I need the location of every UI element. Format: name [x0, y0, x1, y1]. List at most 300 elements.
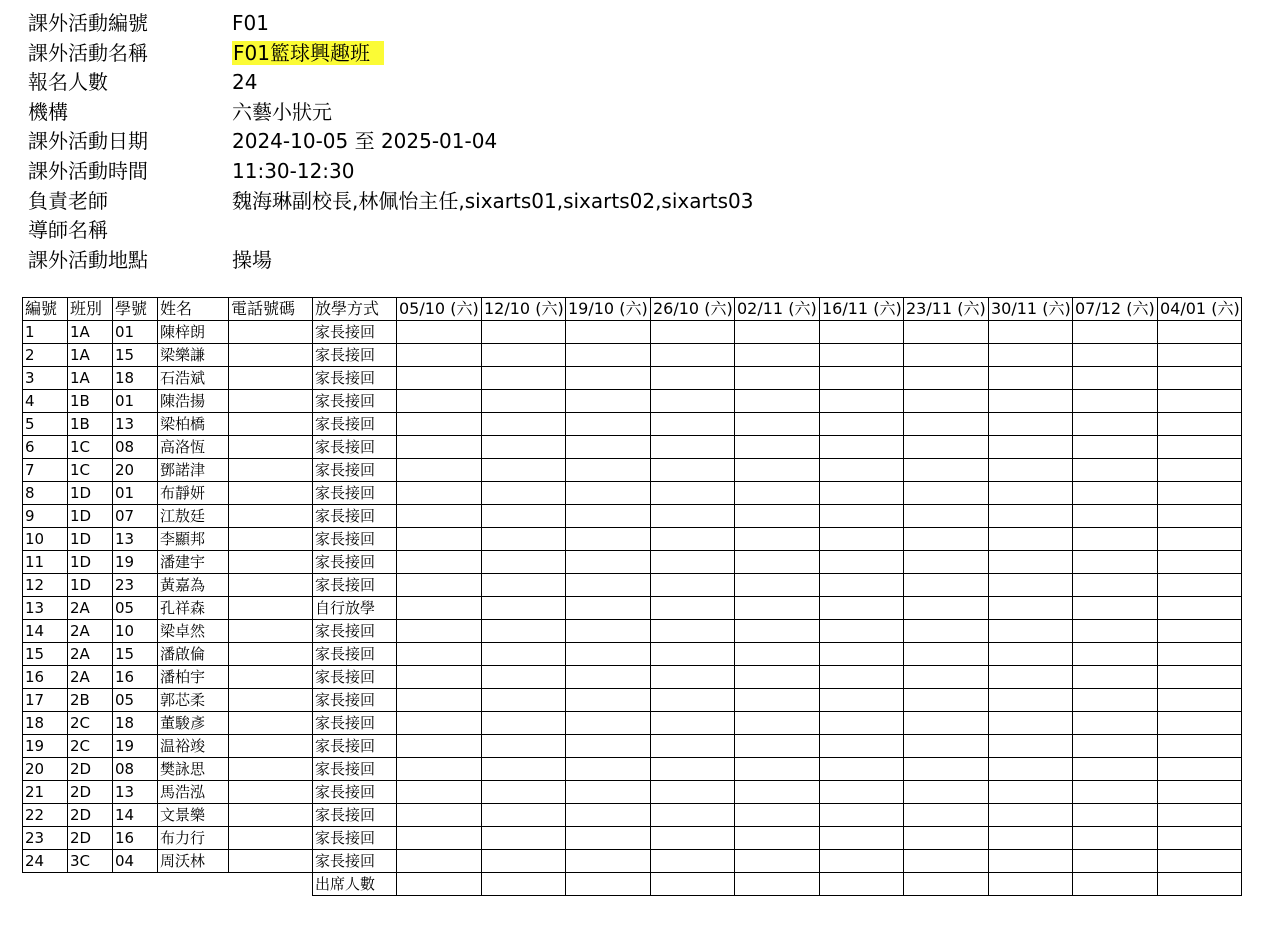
- table-cell: 樊詠思: [158, 758, 229, 781]
- table-row: [23, 482, 1242, 505]
- table-cell: 江敖廷: [158, 505, 229, 528]
- table-row: [23, 390, 1242, 413]
- table-cell: [1158, 758, 1242, 781]
- table-cell: [820, 459, 904, 482]
- table-cell: [735, 827, 820, 850]
- table-cell: 鄧諾津: [158, 459, 229, 482]
- table-cell: [1073, 436, 1158, 459]
- table-cell: [904, 689, 989, 712]
- table-cell: [735, 758, 820, 781]
- info-label: 課外活動地點: [28, 247, 148, 272]
- table-cell: [904, 666, 989, 689]
- table-cell: 家長接回: [313, 827, 397, 850]
- table-cell: [1158, 528, 1242, 551]
- table-cell: [989, 689, 1073, 712]
- table-cell: [229, 528, 313, 551]
- table-cell: [1073, 597, 1158, 620]
- table-cell: [651, 367, 735, 390]
- table-cell: [566, 574, 651, 597]
- table-cell: 18: [113, 367, 158, 390]
- table-cell: 陳浩揚: [158, 390, 229, 413]
- table-cell: [482, 344, 566, 367]
- table-cell: [566, 528, 651, 551]
- table-cell: [229, 505, 313, 528]
- table-cell: [566, 689, 651, 712]
- table-cell: 家長接回: [313, 620, 397, 643]
- table-cell: [482, 390, 566, 413]
- table-cell: [229, 574, 313, 597]
- table-cell: [1158, 505, 1242, 528]
- table-cell: 6: [23, 436, 68, 459]
- table-cell: [1073, 528, 1158, 551]
- info-value-text: 11:30-12:30: [232, 158, 355, 183]
- table-cell: 2D: [68, 827, 113, 850]
- table-cell: [482, 804, 566, 827]
- table-cell: [735, 551, 820, 574]
- table-cell: [397, 574, 482, 597]
- table-cell: [651, 620, 735, 643]
- table-cell: [482, 321, 566, 344]
- empty-cell: [229, 873, 313, 896]
- table-cell: [989, 459, 1073, 482]
- table-cell: [1158, 413, 1242, 436]
- table-cell: 16: [113, 827, 158, 850]
- table-cell: 梁柏橋: [158, 413, 229, 436]
- table-cell: [904, 459, 989, 482]
- empty-cell: [23, 873, 68, 896]
- info-label: 機構: [28, 99, 68, 124]
- table-cell: [397, 482, 482, 505]
- table-cell: [651, 689, 735, 712]
- table-cell: [651, 528, 735, 551]
- table-cell: [566, 459, 651, 482]
- table-cell: [482, 367, 566, 390]
- table-cell: 陳梓朗: [158, 321, 229, 344]
- table-cell: [989, 643, 1073, 666]
- table-cell: 21: [23, 781, 68, 804]
- attendance-count-cell: [651, 873, 735, 896]
- table-cell: [735, 344, 820, 367]
- table-cell: [1073, 344, 1158, 367]
- table-cell: 23: [23, 827, 68, 850]
- column-header: 班別: [68, 298, 113, 321]
- table-cell: 家長接回: [313, 413, 397, 436]
- table-cell: [651, 712, 735, 735]
- table-cell: [904, 551, 989, 574]
- table-cell: [651, 413, 735, 436]
- table-cell: 黃嘉為: [158, 574, 229, 597]
- table-cell: [1073, 850, 1158, 873]
- table-cell: [229, 367, 313, 390]
- table-cell: 2B: [68, 689, 113, 712]
- table-cell: [566, 781, 651, 804]
- table-cell: [1073, 827, 1158, 850]
- table-cell: [989, 735, 1073, 758]
- table-cell: [1073, 781, 1158, 804]
- table-cell: [566, 758, 651, 781]
- table-row: [23, 344, 1242, 367]
- table-cell: 潘建宇: [158, 551, 229, 574]
- table-cell: [651, 850, 735, 873]
- table-cell: [397, 597, 482, 620]
- table-cell: [482, 850, 566, 873]
- table-cell: 3: [23, 367, 68, 390]
- table-cell: 1A: [68, 344, 113, 367]
- table-cell: [229, 804, 313, 827]
- table-cell: [989, 827, 1073, 850]
- table-cell: 潘啟倫: [158, 643, 229, 666]
- table-cell: [1158, 482, 1242, 505]
- info-label: 課外活動日期: [28, 129, 148, 154]
- table-cell: [735, 436, 820, 459]
- table-cell: 1B: [68, 413, 113, 436]
- table-cell: [820, 436, 904, 459]
- table-row: [23, 689, 1242, 712]
- attendance-count-cell: [1158, 873, 1242, 896]
- table-cell: 1D: [68, 505, 113, 528]
- table-cell: [229, 712, 313, 735]
- table-cell: 潘柏宇: [158, 666, 229, 689]
- table-cell: [397, 459, 482, 482]
- table-row: [23, 528, 1242, 551]
- column-header: 04/01 (六): [1158, 298, 1242, 321]
- table-cell: 2D: [68, 804, 113, 827]
- table-cell: 梁卓然: [158, 620, 229, 643]
- table-cell: [820, 781, 904, 804]
- table-cell: [904, 321, 989, 344]
- table-cell: [904, 804, 989, 827]
- table-cell: [651, 735, 735, 758]
- table-cell: [820, 827, 904, 850]
- table-cell: [735, 620, 820, 643]
- table-cell: 19: [23, 735, 68, 758]
- table-cell: [989, 367, 1073, 390]
- info-value-text: 2024-10-05 至 2025-01-04: [232, 129, 498, 154]
- table-cell: [1073, 505, 1158, 528]
- info-value: [232, 9, 269, 39]
- table-cell: [397, 712, 482, 735]
- table-cell: 01: [113, 482, 158, 505]
- table-cell: 14: [23, 620, 68, 643]
- table-cell: [735, 643, 820, 666]
- column-header: 30/11 (六): [989, 298, 1073, 321]
- table-cell: [229, 597, 313, 620]
- table-cell: [904, 436, 989, 459]
- table-cell: [735, 459, 820, 482]
- table-cell: [989, 574, 1073, 597]
- table-row: [23, 321, 1242, 344]
- table-cell: [989, 781, 1073, 804]
- table-cell: 8: [23, 482, 68, 505]
- table-cell: [1158, 781, 1242, 804]
- table-cell: 1D: [68, 528, 113, 551]
- table-cell: [820, 413, 904, 436]
- table-cell: 家長接回: [313, 689, 397, 712]
- table-cell: [1158, 436, 1242, 459]
- table-header-row: [23, 298, 1242, 321]
- table-cell: [397, 735, 482, 758]
- table-cell: [820, 689, 904, 712]
- table-cell: [397, 758, 482, 781]
- attendance-count-row: [23, 873, 1242, 896]
- table-cell: [1158, 827, 1242, 850]
- info-label: 課外活動時間: [28, 158, 148, 183]
- table-cell: [229, 850, 313, 873]
- table-cell: 2A: [68, 597, 113, 620]
- table-cell: [482, 528, 566, 551]
- table-cell: 17: [23, 689, 68, 712]
- column-header: 05/10 (六): [397, 298, 482, 321]
- table-cell: [397, 551, 482, 574]
- table-cell: [651, 804, 735, 827]
- table-row: [23, 551, 1242, 574]
- table-cell: [735, 850, 820, 873]
- table-cell: [735, 804, 820, 827]
- table-cell: [1073, 459, 1158, 482]
- table-cell: [1073, 804, 1158, 827]
- table-cell: 2D: [68, 758, 113, 781]
- table-cell: 孔祥森: [158, 597, 229, 620]
- table-cell: [229, 390, 313, 413]
- table-cell: 22: [23, 804, 68, 827]
- table-cell: [989, 551, 1073, 574]
- table-cell: 李顯邦: [158, 528, 229, 551]
- table-cell: [397, 390, 482, 413]
- table-cell: 13: [113, 781, 158, 804]
- table-cell: [1158, 666, 1242, 689]
- table-cell: [397, 804, 482, 827]
- table-cell: [566, 712, 651, 735]
- table-cell: 家長接回: [313, 574, 397, 597]
- table-cell: [1073, 321, 1158, 344]
- table-cell: [566, 666, 651, 689]
- empty-cell: [158, 873, 229, 896]
- table-cell: [651, 781, 735, 804]
- table-cell: [735, 528, 820, 551]
- table-cell: 01: [113, 321, 158, 344]
- table-cell: [904, 781, 989, 804]
- table-cell: [735, 482, 820, 505]
- info-value-text: 操場: [232, 247, 272, 272]
- table-cell: [904, 505, 989, 528]
- table-cell: [820, 597, 904, 620]
- table-cell: [651, 551, 735, 574]
- table-cell: [482, 597, 566, 620]
- table-cell: [820, 735, 904, 758]
- table-row: [23, 413, 1242, 436]
- table-cell: [1073, 643, 1158, 666]
- table-cell: [1073, 367, 1158, 390]
- table-cell: 温裕竣: [158, 735, 229, 758]
- info-value: [232, 39, 384, 69]
- table-cell: 2A: [68, 620, 113, 643]
- table-cell: [904, 827, 989, 850]
- table-cell: [1073, 620, 1158, 643]
- table-cell: [1073, 666, 1158, 689]
- table-cell: [651, 597, 735, 620]
- table-cell: [229, 643, 313, 666]
- table-row: [23, 505, 1242, 528]
- table-cell: [566, 505, 651, 528]
- table-cell: 家長接回: [313, 505, 397, 528]
- table-cell: 布靜妍: [158, 482, 229, 505]
- table-cell: [1158, 390, 1242, 413]
- info-label: 課外活動名稱: [28, 40, 148, 65]
- info-value: [232, 68, 257, 98]
- table-cell: 01: [113, 390, 158, 413]
- table-cell: [482, 712, 566, 735]
- table-cell: [651, 390, 735, 413]
- table-cell: [735, 390, 820, 413]
- table-cell: [482, 505, 566, 528]
- table-cell: 16: [23, 666, 68, 689]
- table-cell: 家長接回: [313, 436, 397, 459]
- table-cell: 家長接回: [313, 758, 397, 781]
- table-cell: 家長接回: [313, 459, 397, 482]
- highlighted-activity-name: F01籃球興趣班: [232, 41, 384, 65]
- column-header: 23/11 (六): [904, 298, 989, 321]
- table-cell: [651, 505, 735, 528]
- table-cell: [820, 804, 904, 827]
- table-cell: [1158, 804, 1242, 827]
- table-cell: [397, 827, 482, 850]
- table-cell: [735, 505, 820, 528]
- table-cell: 15: [113, 643, 158, 666]
- table-cell: [566, 620, 651, 643]
- table-cell: [229, 551, 313, 574]
- attendance-count-cell: [989, 873, 1073, 896]
- table-cell: [229, 321, 313, 344]
- table-cell: 7: [23, 459, 68, 482]
- attendance-count-cell: [735, 873, 820, 896]
- table-cell: [904, 712, 989, 735]
- empty-cell: [113, 873, 158, 896]
- table-cell: [482, 620, 566, 643]
- table-cell: 梁樂謙: [158, 344, 229, 367]
- table-cell: [397, 321, 482, 344]
- table-cell: [229, 620, 313, 643]
- table-cell: 1A: [68, 321, 113, 344]
- info-label: 導師名稱: [28, 218, 108, 243]
- table-cell: [651, 643, 735, 666]
- table-cell: [482, 758, 566, 781]
- table-row: [23, 804, 1242, 827]
- table-cell: 家長接回: [313, 804, 397, 827]
- table-cell: [1158, 643, 1242, 666]
- column-header: 02/11 (六): [735, 298, 820, 321]
- table-cell: [989, 804, 1073, 827]
- info-label: 負責老師: [28, 188, 108, 213]
- table-cell: [904, 413, 989, 436]
- table-cell: [566, 413, 651, 436]
- table-cell: 自行放學: [313, 597, 397, 620]
- info-value-text: 24: [232, 70, 258, 95]
- table-cell: 家長接回: [313, 551, 397, 574]
- table-cell: [566, 344, 651, 367]
- table-cell: [989, 321, 1073, 344]
- table-cell: [1158, 367, 1242, 390]
- table-cell: 16: [113, 666, 158, 689]
- table-cell: [735, 689, 820, 712]
- table-cell: 1D: [68, 482, 113, 505]
- column-header: 編號: [23, 298, 68, 321]
- info-value: [232, 157, 355, 187]
- table-cell: [651, 482, 735, 505]
- table-cell: [482, 551, 566, 574]
- table-cell: [904, 643, 989, 666]
- table-cell: [1073, 482, 1158, 505]
- attendance-count-label: 出席人數: [313, 873, 397, 896]
- table-row: [23, 758, 1242, 781]
- table-cell: [566, 804, 651, 827]
- table-cell: 14: [113, 804, 158, 827]
- info-value-text: F01: [232, 11, 269, 35]
- table-row: [23, 666, 1242, 689]
- table-cell: 石浩斌: [158, 367, 229, 390]
- table-cell: [989, 436, 1073, 459]
- table-cell: [1073, 735, 1158, 758]
- table-cell: [482, 459, 566, 482]
- table-cell: 家長接回: [313, 528, 397, 551]
- table-cell: [904, 482, 989, 505]
- table-cell: [229, 344, 313, 367]
- table-cell: [1158, 712, 1242, 735]
- table-cell: 家長接回: [313, 850, 397, 873]
- table-cell: [989, 620, 1073, 643]
- table-cell: [566, 390, 651, 413]
- table-cell: [820, 344, 904, 367]
- table-cell: 10: [113, 620, 158, 643]
- table-cell: [1073, 758, 1158, 781]
- table-cell: [820, 505, 904, 528]
- table-cell: [1073, 574, 1158, 597]
- table-cell: 家長接回: [313, 482, 397, 505]
- table-cell: [735, 712, 820, 735]
- table-row: [23, 827, 1242, 850]
- table-cell: [482, 827, 566, 850]
- table-cell: [1158, 620, 1242, 643]
- table-cell: [1073, 551, 1158, 574]
- table-cell: [482, 482, 566, 505]
- table-cell: [397, 781, 482, 804]
- table-cell: 2: [23, 344, 68, 367]
- table-cell: 04: [113, 850, 158, 873]
- table-cell: [904, 850, 989, 873]
- attendance-count-cell: [1073, 873, 1158, 896]
- table-cell: [989, 505, 1073, 528]
- table-cell: [989, 390, 1073, 413]
- table-cell: 15: [113, 344, 158, 367]
- table-cell: [989, 666, 1073, 689]
- table-cell: 家長接回: [313, 321, 397, 344]
- table-cell: [735, 735, 820, 758]
- table-cell: 家長接回: [313, 666, 397, 689]
- table-cell: [482, 413, 566, 436]
- table-cell: 家長接回: [313, 367, 397, 390]
- table-cell: 周沃林: [158, 850, 229, 873]
- table-cell: 1C: [68, 459, 113, 482]
- table-cell: [820, 850, 904, 873]
- table-cell: [1158, 850, 1242, 873]
- table-cell: 2A: [68, 666, 113, 689]
- table-cell: [229, 436, 313, 459]
- attendance-count-cell: [566, 873, 651, 896]
- table-row: [23, 620, 1242, 643]
- table-cell: [651, 666, 735, 689]
- table-cell: [397, 505, 482, 528]
- table-cell: 10: [23, 528, 68, 551]
- table-cell: [989, 850, 1073, 873]
